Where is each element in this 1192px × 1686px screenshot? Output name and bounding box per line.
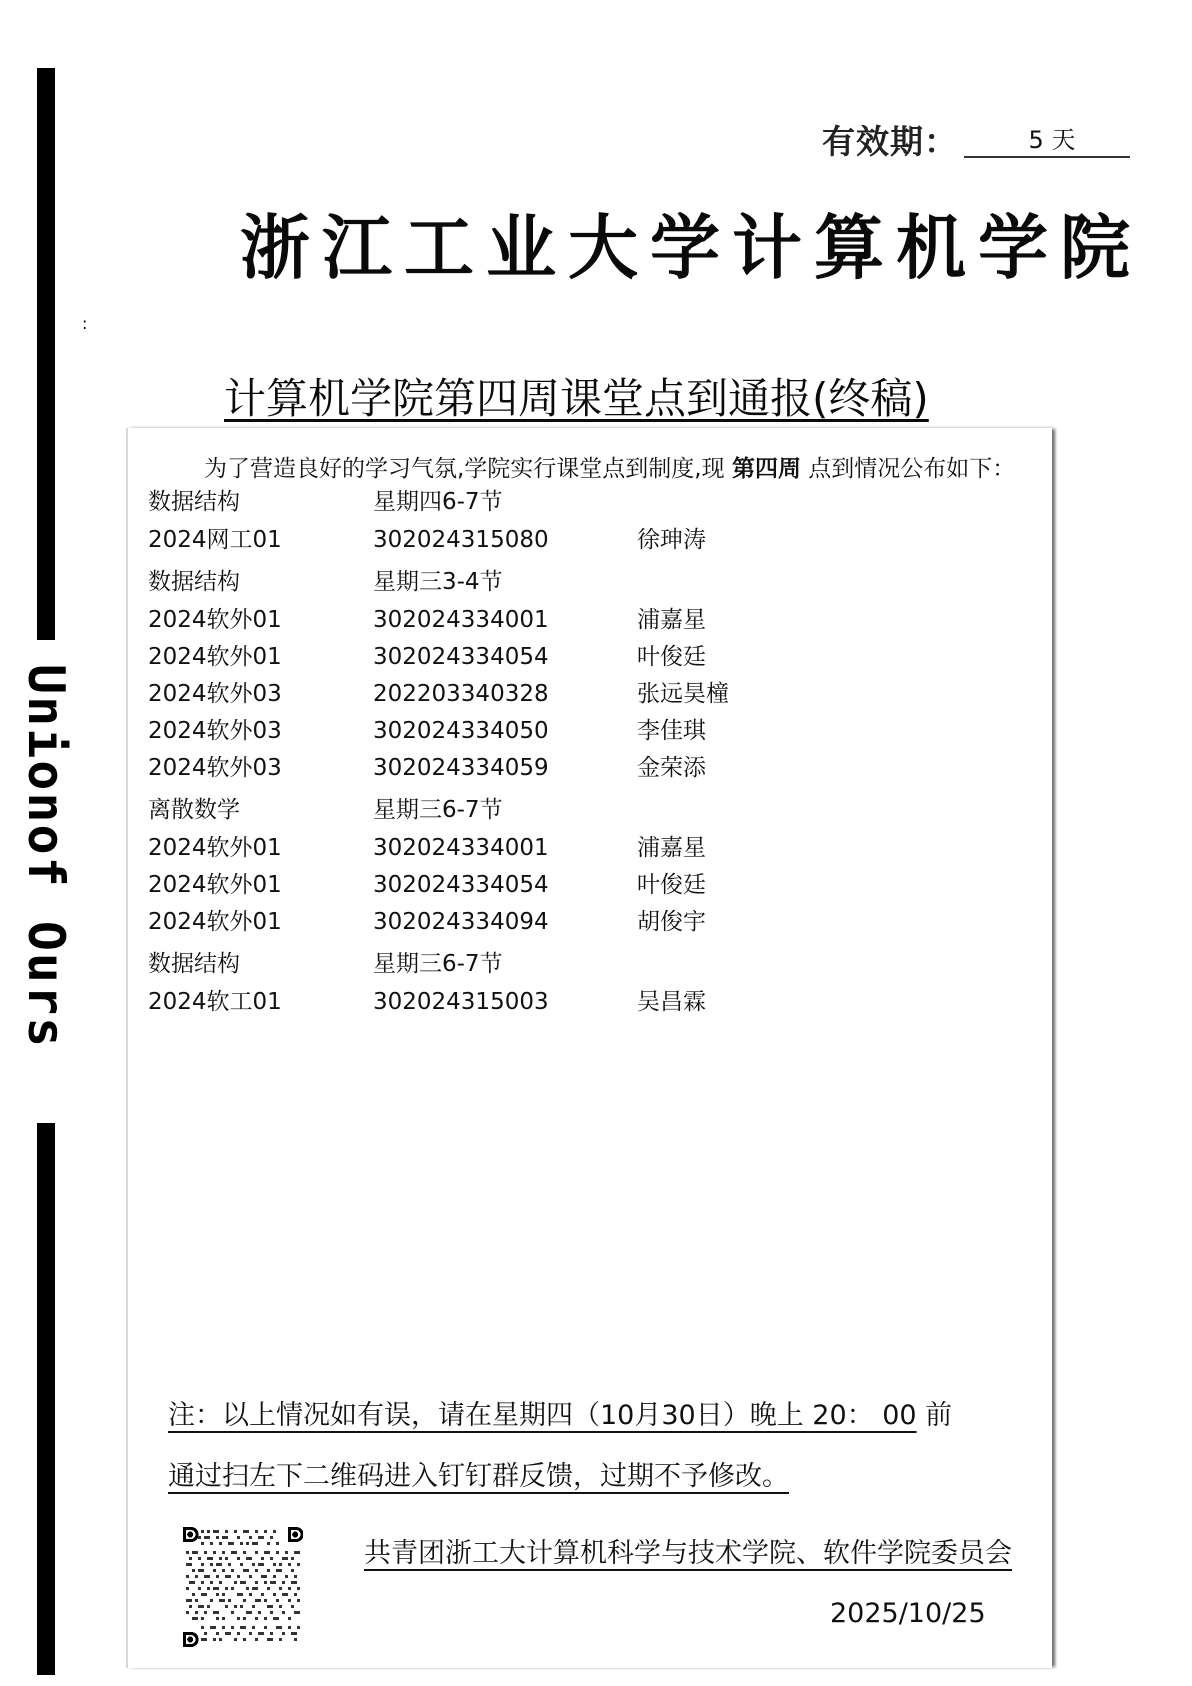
side-bar-bottom bbox=[37, 1123, 55, 1675]
student-id: 302024334054 bbox=[373, 644, 549, 670]
student-class: 2024软外03 bbox=[148, 718, 282, 744]
course-name: 数据结构 bbox=[148, 569, 240, 595]
student-name: 徐珅涛 bbox=[637, 527, 706, 553]
org-title: 浙江工业大学计算机学院 bbox=[240, 207, 1142, 289]
student-row bbox=[148, 676, 948, 713]
student-class: 2024软外03 bbox=[148, 755, 282, 781]
student-name: 吴昌霖 bbox=[637, 989, 706, 1015]
intro-suffix: 点到情况公布如下： bbox=[800, 456, 1016, 482]
student-id: 302024315080 bbox=[373, 527, 549, 553]
student-row bbox=[148, 984, 948, 1021]
student-id: 302024334001 bbox=[373, 607, 549, 633]
student-class: 2024软外01 bbox=[148, 644, 282, 670]
student-class: 2024软外01 bbox=[148, 607, 282, 633]
student-row bbox=[148, 750, 948, 787]
student-class: 2024软外03 bbox=[148, 681, 282, 707]
student-name: 浦嘉星 bbox=[637, 835, 706, 861]
student-id: 302024334001 bbox=[373, 835, 549, 861]
student-name: 叶俊廷 bbox=[637, 872, 706, 898]
course-header bbox=[148, 564, 948, 602]
committee-signature: 共青团浙工大计算机科学与技术学院、软件学院委员会 bbox=[364, 1538, 1012, 1569]
student-class: 2024网工01 bbox=[148, 527, 282, 553]
student-name: 李佳琪 bbox=[637, 718, 706, 744]
note-line-2 bbox=[168, 1457, 789, 1497]
student-class: 2024软工01 bbox=[148, 989, 282, 1015]
intro-paragraph bbox=[204, 454, 1015, 484]
student-name: 浦嘉星 bbox=[637, 607, 706, 633]
student-id: 302024334059 bbox=[373, 755, 549, 781]
course-header bbox=[148, 792, 948, 830]
student-row bbox=[148, 867, 948, 904]
side-bar-top bbox=[37, 68, 55, 640]
note-line-1 bbox=[168, 1396, 952, 1436]
course-name: 离散数学 bbox=[148, 797, 240, 823]
student-row bbox=[148, 830, 948, 867]
note-line-1-tail: 前 bbox=[916, 1400, 953, 1431]
course-time: 星期四6-7节 bbox=[373, 489, 503, 515]
student-class: 2024软外01 bbox=[148, 909, 282, 935]
note-line-1-underlined: 注：以上情况如有误，请在星期四（10月30日）晚上 20： 00 bbox=[168, 1400, 917, 1431]
student-row bbox=[148, 602, 948, 639]
student-class: 2024软外01 bbox=[148, 872, 282, 898]
validity-value: 5 天 bbox=[964, 124, 1130, 158]
student-row bbox=[148, 639, 948, 676]
student-id: 302024334094 bbox=[373, 909, 549, 935]
course-name: 数据结构 bbox=[148, 489, 240, 515]
student-name: 金荣添 bbox=[637, 755, 706, 781]
course-header bbox=[148, 946, 948, 984]
student-id: 302024334050 bbox=[373, 718, 549, 744]
note-line-2-text: 通过扫左下二维码进入钉钉群反馈，过期不予修改。 bbox=[168, 1461, 789, 1492]
qr-code-icon[interactable] bbox=[183, 1527, 303, 1647]
side-vertical-text: Unionof Ours bbox=[17, 664, 75, 1050]
intro-prefix: 为了营造良好的学习气氛,学院实行课堂点到制度,现 bbox=[204, 456, 732, 482]
course-time: 星期三6-7节 bbox=[373, 797, 503, 823]
course-time: 星期三6-7节 bbox=[373, 951, 503, 977]
student-row bbox=[148, 713, 948, 750]
student-name: 叶俊廷 bbox=[637, 644, 706, 670]
roll-call-list bbox=[148, 484, 948, 1021]
issue-date: 2025/10/25 bbox=[830, 1598, 986, 1629]
student-id: 302024334054 bbox=[373, 872, 549, 898]
course-header bbox=[148, 484, 948, 522]
student-name: 张远昊橦 bbox=[637, 681, 729, 707]
report-title: 计算机学院第四周课堂点到通报(终稿) bbox=[224, 374, 929, 423]
student-id: 302024315003 bbox=[373, 989, 549, 1015]
validity-label: 有效期： bbox=[822, 122, 958, 161]
stray-mark: : bbox=[82, 314, 88, 333]
student-class: 2024软外01 bbox=[148, 835, 282, 861]
student-name: 胡俊宇 bbox=[637, 909, 706, 935]
validity bbox=[822, 122, 1130, 162]
student-row bbox=[148, 904, 948, 941]
course-time: 星期三3-4节 bbox=[373, 569, 503, 595]
course-name: 数据结构 bbox=[148, 951, 240, 977]
student-row bbox=[148, 522, 948, 559]
intro-week: 第四周 bbox=[731, 456, 801, 482]
student-id: 202203340328 bbox=[373, 681, 549, 707]
